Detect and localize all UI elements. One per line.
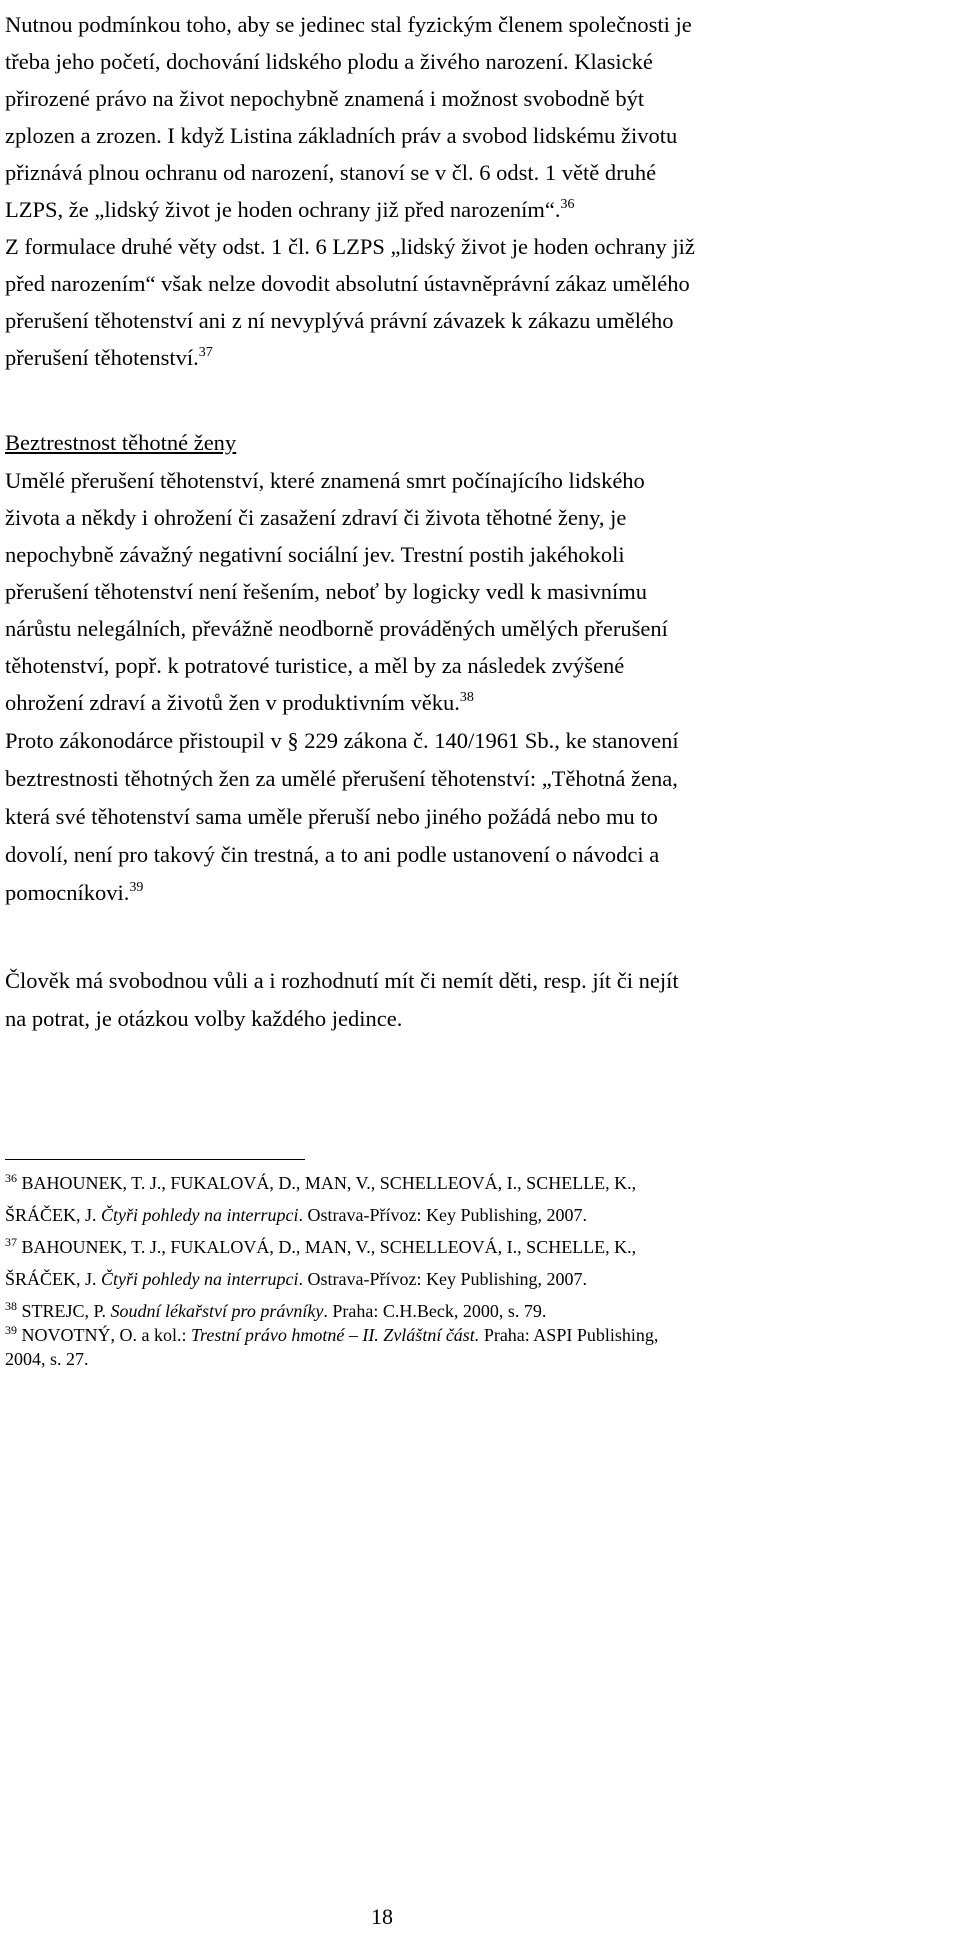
section-heading: Beztrestnost těhotné ženy [5, 430, 237, 455]
text-line: před narozením“ však nelze dovodit absolutní ústavněprávní zákaz umělého [5, 271, 690, 296]
text-line: pomocníkovi.$^{39}$ [5, 880, 144, 905]
footnote-37-line2: ŠRÁČEK, J. Čtyři pohledy na interrupci. Ostrava-Přívoz: Key Publishing, 2007. [5, 1269, 587, 1289]
text-line: Z formulace druhé věty odst. 1 čl. 6 LZPS „lidský život je hoden ochrany již [5, 234, 695, 259]
text-line: beztrestnosti těhotných žen za umělé přerušení těhotenství: „Těhotná žena, [5, 766, 678, 791]
book-title: Čtyři pohledy na interrupci [101, 1269, 299, 1289]
text-line: která své těhotenství sama uměle přeruší nebo jiného požádá nebo mu to [5, 804, 658, 829]
footnote-36-line2: ŠRÁČEK, J. Čtyři pohledy na interrupci. Ostrava-Přívoz: Key Publishing, 2007. [5, 1205, 587, 1225]
text-line: nepochybně závažný negativní sociální jev. Trestní postih jakéhokoli [5, 542, 625, 567]
text-line: Člověk má svobodnou vůli a i rozhodnutí mít či nemít děti, resp. jít či nejít [5, 968, 679, 993]
footnote-ref: 37 [198, 345, 213, 360]
text-line: LZPS, že „lidský život je hoden ochrany již před narozením“.$^{36}$ [5, 197, 575, 222]
text-line: ohrožení zdraví a životů žen v produktivním věku.$^{38}$ [5, 690, 474, 715]
book-title: Soudní lékařství pro právníky [110, 1301, 324, 1321]
text-line: přerušení těhotenství.$^{37}$ [5, 345, 213, 370]
text-line: přiznává plnou ochranu od narození, stanoví se v čl. 6 odst. 1 větě druhé [5, 160, 657, 185]
text-line: života a někdy i ohrožení či zasažení zdraví či života těhotné ženy, je [5, 505, 627, 530]
text-line: přirozené právo na život nepochybně znamená i možnost svobodně být [5, 86, 645, 111]
text-line: těhotenství, popř. k potratové turistice, a měl by za následek zvýšené [5, 653, 625, 678]
text-line: nárůstu nelegálních, převážně neodborně prováděných umělých přerušení [5, 616, 668, 641]
text-line: Umělé přerušení těhotenství, které znamená smrt počínajícího lidského [5, 468, 645, 493]
footnote-39: $^{39}$ NOVOTNÝ, O. a kol.: Trestní právo hmotné – II. Zvláštní část. Praha: ASPI Publishing, [5, 1323, 659, 1345]
footnote-39-line2: 2004, s. 27. [5, 1349, 89, 1369]
footnote-37: $^{37}$ BAHOUNEK, T. J., FUKALOVÁ, D., MAN, V., SCHELLEOVÁ, I., SCHELLE, K., [5, 1235, 637, 1257]
text-line: Proto zákonodárce přistoupil v § 229 zákona č. 140/1961 Sb., ke stanovení [5, 728, 679, 753]
footnote-ref: 36 [560, 197, 575, 212]
text-line: přerušení těhotenství ani z ní nevyplývá právní závazek k zákazu umělého [5, 308, 674, 333]
footnote-ref: 39 [129, 880, 144, 895]
footnote-38: $^{38}$ STREJC, P. Soudní lékařství pro právníky. Praha: C.H.Beck, 2000, s. 79. [5, 1299, 547, 1321]
text-line: na potrat, je otázkou volby každého jedince. [5, 1006, 403, 1031]
footnote-36: $^{36}$ BAHOUNEK, T. J., FUKALOVÁ, D., MAN, V., SCHELLEOVÁ, I., SCHELLE, K., [5, 1171, 637, 1193]
footnote-ref: 38 [459, 690, 474, 705]
text-line: Nutnou podmínkou toho, aby se jedinec stal fyzickým členem společnosti je [5, 12, 692, 37]
book-title: Čtyři pohledy na interrupci [101, 1205, 299, 1225]
text-line: přerušení těhotenství není řešením, neboť by logicky vedl k masivnímu [5, 579, 647, 604]
text-line: zplozen a zrozen. I když Listina základních práv a svobod lidskému životu [5, 123, 678, 148]
page-number: 18 [371, 1904, 393, 1929]
text-line: třeba jeho početí, dochování lidského plodu a živého narození. Klasické [5, 49, 653, 74]
footnote-separator [5, 1159, 305, 1160]
book-title: Trestní právo hmotné – II. Zvláštní část. [190, 1325, 480, 1345]
text-line: dovolí, není pro takový čin trestná, a to ani podle ustanovení o návodci a [5, 842, 660, 867]
